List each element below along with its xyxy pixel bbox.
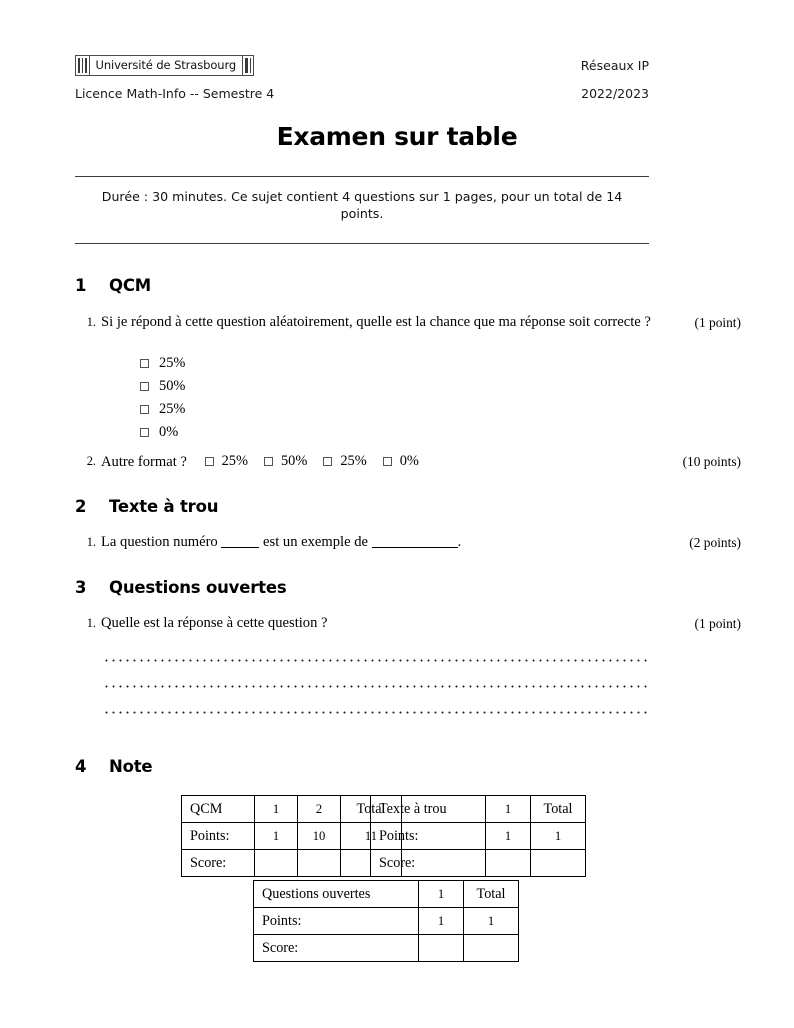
question-body — [101, 614, 741, 633]
table-cell-header-label: Questions ouvertes — [254, 881, 419, 908]
question-body — [101, 452, 741, 472]
logo-bars-left-icon — [76, 56, 89, 75]
choice-label: 25% — [340, 453, 367, 469]
question-qcm-2 — [79, 452, 741, 472]
checkbox-icon[interactable] — [264, 457, 273, 466]
table-cell-points-label: Points: — [371, 823, 486, 850]
table-cell-score-q2[interactable] — [298, 850, 341, 877]
table-cell-points-q1: 1 — [486, 823, 531, 850]
choice-label: 25% — [159, 401, 186, 417]
section-heading-note — [75, 757, 152, 776]
divider-top — [75, 176, 649, 177]
academic-year: 2022/2023 — [581, 85, 649, 101]
header-row-bottom — [75, 84, 649, 102]
question-points: (1 point) — [694, 315, 741, 330]
answer-line[interactable] — [103, 685, 647, 688]
answer-line[interactable] — [103, 711, 647, 714]
choice-row[interactable] — [205, 452, 248, 471]
section-heading-qcm — [75, 276, 151, 295]
table-cell-header-total: Total — [464, 881, 519, 908]
table-cell-header-total: Total — [341, 796, 402, 823]
choice-label: 50% — [280, 453, 308, 469]
section-title: Questions ouvertes — [109, 578, 287, 597]
table-row — [254, 881, 519, 908]
question-ouverte-1 — [79, 614, 741, 633]
table-cell-header-q1: 1 — [419, 881, 464, 908]
table-cell-header-q1: 1 — [486, 796, 531, 823]
table-cell-points-total: 11 — [341, 823, 402, 850]
table-cell-score-total[interactable] — [464, 935, 519, 962]
table-row — [182, 823, 402, 850]
question-number: 2. — [86, 454, 96, 468]
checkbox-icon[interactable] — [140, 382, 149, 391]
table-cell-points-q2: 10 — [298, 823, 341, 850]
table-cell-header-label: QCM — [182, 796, 255, 823]
table-cell-score-q1[interactable] — [255, 850, 298, 877]
table-cell-score-q1[interactable] — [419, 935, 464, 962]
checkbox-icon[interactable] — [205, 457, 214, 466]
choice-row[interactable] — [140, 398, 185, 421]
checkbox-icon[interactable] — [140, 359, 149, 368]
course-subject: Réseaux IP — [580, 57, 649, 73]
choice-label: 25% — [159, 355, 186, 371]
fill-blank-short[interactable] — [221, 547, 259, 548]
choice-row[interactable] — [140, 352, 185, 375]
table-row — [182, 850, 402, 877]
table-cell-score-q1[interactable] — [486, 850, 531, 877]
question-text-middle: est un exemple de — [263, 534, 369, 550]
question-qcm-1 — [79, 313, 741, 332]
section-number: 4 — [75, 757, 87, 776]
choice-label: 0% — [159, 424, 179, 440]
question-texte-a-trou-1 — [79, 533, 741, 552]
university-logo — [75, 55, 254, 76]
section-number: 3 — [75, 578, 87, 597]
table-cell-header-q2: 2 — [298, 796, 341, 823]
question-number: 1. — [86, 315, 96, 329]
question-text-before: La question numéro — [101, 534, 218, 550]
question-number: 1. — [86, 616, 96, 630]
choice-label: 25% — [221, 453, 248, 469]
choice-row[interactable] — [140, 421, 185, 444]
score-table-qcm — [181, 795, 402, 877]
score-table-texte-a-trou — [370, 795, 586, 877]
choice-row[interactable] — [264, 452, 307, 471]
logo-label: Université de Strasbourg — [89, 56, 244, 75]
section-number: 1 — [75, 276, 87, 295]
table-cell-score-label: Score: — [254, 935, 419, 962]
question-body — [101, 313, 741, 332]
table-cell-points-total: 1 — [464, 908, 519, 935]
table-row — [371, 823, 586, 850]
table-cell-points-q1: 1 — [419, 908, 464, 935]
section-title: Note — [109, 757, 153, 776]
section-heading-texte-a-trou — [75, 497, 218, 516]
checkbox-icon[interactable] — [383, 457, 392, 466]
table-row — [371, 796, 586, 823]
table-cell-score-label: Score: — [371, 850, 486, 877]
choice-list-qcm-2 — [205, 452, 419, 471]
table-cell-score-label: Score: — [182, 850, 255, 877]
program-label: Licence Math-Info -- Semestre 4 — [75, 85, 275, 101]
score-table-questions-ouvertes — [253, 880, 519, 962]
header-row-top — [75, 54, 649, 76]
table-cell-header-total: Total — [531, 796, 586, 823]
section-heading-questions-ouvertes — [75, 578, 286, 597]
choice-row[interactable] — [323, 452, 366, 471]
table-row — [371, 850, 586, 877]
checkbox-icon[interactable] — [140, 428, 149, 437]
choice-label: 0% — [399, 453, 419, 469]
choice-list-qcm-1 — [140, 352, 185, 444]
table-cell-header-label: Texte à trou — [371, 796, 486, 823]
table-cell-score-total[interactable] — [531, 850, 586, 877]
question-text: Quelle est la réponse à cette question ? — [101, 615, 328, 631]
choice-row[interactable] — [140, 375, 185, 398]
question-text: Si je répond à cette question aléatoirement, quelle est la chance que ma réponse soit correcte ? — [101, 314, 651, 330]
table-row — [182, 796, 402, 823]
question-number: 1. — [86, 535, 96, 549]
table-cell-points-label: Points: — [254, 908, 419, 935]
checkbox-icon[interactable] — [140, 405, 149, 414]
table-row — [254, 908, 519, 935]
answer-line[interactable] — [103, 659, 647, 662]
table-cell-points-label: Points: — [182, 823, 255, 850]
fill-blank-long[interactable] — [372, 547, 458, 548]
table-cell-header-q1: 1 — [255, 796, 298, 823]
divider-bottom — [75, 243, 649, 244]
question-points: (10 points) — [682, 454, 741, 469]
table-row — [254, 935, 519, 962]
table-cell-points-total: 1 — [531, 823, 586, 850]
choice-label: 50% — [159, 378, 186, 394]
question-text-after: . — [457, 534, 462, 550]
section-title: Texte à trou — [109, 497, 219, 516]
choice-row[interactable] — [383, 452, 419, 471]
question-text: Autre format ? — [101, 454, 187, 470]
duration-note: Durée : 30 minutes. Ce sujet contient 4 questions sur 1 pages, pour un total de 14 points. — [101, 189, 623, 221]
checkbox-icon[interactable] — [323, 457, 332, 466]
table-cell-points-q1: 1 — [255, 823, 298, 850]
section-title: QCM — [109, 276, 151, 295]
question-points: (2 points) — [689, 535, 741, 550]
question-points: (1 point) — [694, 616, 741, 631]
page-title: Examen sur table — [276, 122, 518, 151]
logo-bars-right-icon — [243, 56, 253, 75]
question-body — [101, 533, 741, 552]
section-number: 2 — [75, 497, 87, 516]
